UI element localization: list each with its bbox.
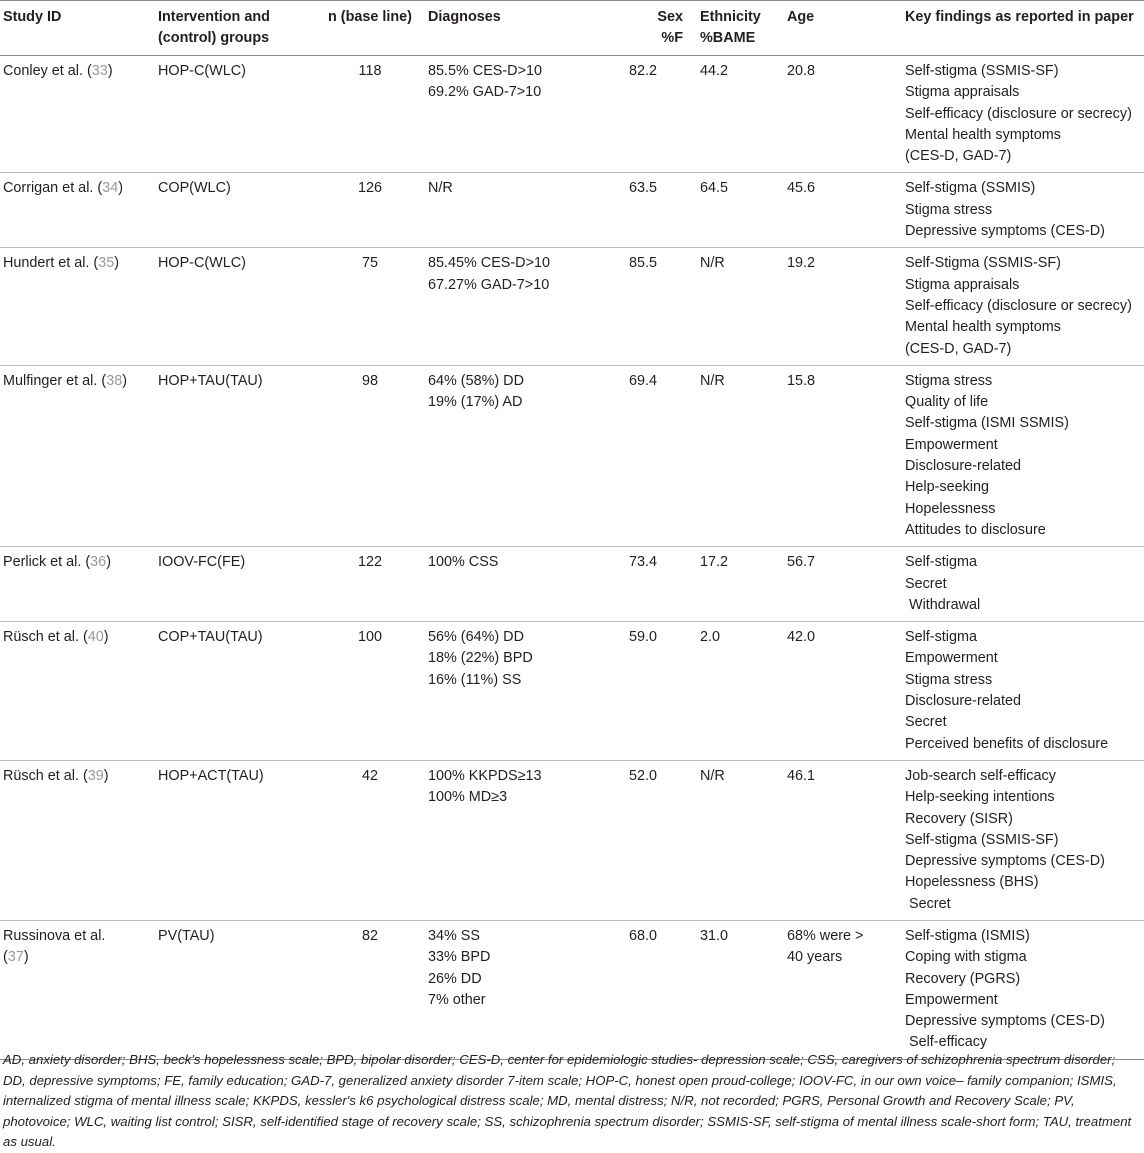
cell-sex-percent-female: 63.5 [621,173,690,248]
cell-n-baseline: 118 [312,56,428,173]
cell-study-id [0,365,155,546]
cell-diagnoses [428,622,621,761]
age-line: 15.8 [787,372,816,389]
cell-study-id [0,547,155,622]
cell-sex-percent-female: 69.4 [621,365,690,546]
diagnosis-line: 85.45% CES-D>10 [428,255,550,272]
diagnosis-line: 34% SS [428,927,480,944]
study-author: Rüsch et al. ( [3,629,88,646]
diagnosis-line: 67.27% GAD-7>10 [428,276,550,293]
cell-key-findings [905,920,1144,1059]
cell-ethnicity-bame: 31.0 [690,920,787,1059]
header-key-findings: Key findings as reported in paper [905,1,1144,56]
cell-ethnicity-bame: 44.2 [690,56,787,173]
cell-n-baseline: 82 [312,920,428,1059]
cell-n-baseline: 98 [312,365,428,546]
cell-key-findings [905,248,1144,365]
study-id-line [3,178,155,199]
cell-study-id [0,622,155,761]
cell-ethnicity-bame: 64.5 [690,173,787,248]
cell-key-findings [905,365,1144,546]
header-sex [621,1,690,56]
diagnosis-line: 33% BPD [428,949,491,966]
cell-n-baseline: 75 [312,248,428,365]
diagnosis-line: 16% (11%) SS [428,671,522,688]
table-row [0,920,1144,1059]
cell-ethnicity-bame: N/R [690,248,787,365]
table-row [0,622,1144,761]
key-finding-line: Stigma appraisals [905,84,1020,101]
key-finding-line: Mental health symptoms [905,126,1061,143]
age-line: 46.1 [787,767,816,784]
cell-age [787,173,905,248]
key-finding-line: Help-seeking intentions [905,789,1055,806]
study-suffix: ) [122,372,127,389]
key-finding-line: Empowerment [905,650,998,667]
age-line: 45.6 [787,180,816,197]
key-finding-line: Empowerment [905,436,998,453]
cell-intervention: IOOV-FC(FE) [155,547,312,622]
diagnosis-line: 100% KKPDS≥13 [428,767,542,784]
study-id-line: Russinova et al. [3,927,106,944]
study-id-line [3,766,155,787]
key-finding-line: Self-stigma [905,554,977,571]
key-finding-line: Stigma stress [905,671,993,688]
diagnosis-line: N/R [428,180,453,197]
cell-study-id [0,56,155,173]
diagnosis-line: 19% (17%) AD [428,394,523,411]
cell-n-baseline: 126 [312,173,428,248]
key-finding-line: Hopelessness (BHS) [905,874,1039,891]
study-suffix: ) [103,767,109,784]
key-finding-line: Depressive symptoms (CES-D) [905,1013,1105,1030]
diagnosis-line: 100% MD≥3 [428,789,508,806]
header-row [0,1,1144,56]
cell-n-baseline: 122 [312,547,428,622]
cell-key-findings [905,173,1144,248]
header-sex-line: %F [661,30,683,47]
header-ethnicity-line: Ethnicity [700,9,761,25]
study-id-line [3,371,155,392]
diagnosis-line: 85.5% CES-D>10 [428,63,542,79]
cell-sex-percent-female: 82.2 [621,56,690,173]
study-author: Perlick et al. ( [3,554,91,571]
cell-diagnoses [428,760,621,920]
table-row [0,365,1144,546]
cell-age [787,248,905,365]
key-finding-line: Disclosure-related [905,458,1021,475]
key-finding-line: Depressive symptoms (CES-D) [905,853,1105,870]
age-line: 40 years [787,949,843,966]
key-finding-line: Withdrawal [905,596,981,613]
table-header [0,1,1144,56]
cell-age [787,920,905,1059]
table-row [0,547,1144,622]
table-row [0,56,1144,173]
study-author: ( [3,949,8,966]
study-author: Hundert et al. ( [3,255,99,272]
cell-age [787,547,905,622]
header-age: Age [787,1,905,56]
cell-diagnoses [428,365,621,546]
reference-link: 36 [90,554,107,571]
study-suffix: ) [23,949,29,966]
key-finding-line: (CES-D, GAD-7) [905,340,1012,357]
cell-age [787,56,905,173]
cell-intervention: HOP-C(WLC) [155,248,312,365]
key-finding-line: Self-stigma (ISMIS) [905,927,1030,944]
key-finding-line: Hopelessness [905,500,996,517]
reference-link: 39 [87,767,104,784]
cell-intervention: HOP+ACT(TAU) [155,760,312,920]
cell-study-id [0,248,155,365]
study-author: Conley et al. ( [3,63,92,79]
key-finding-line: Stigma stress [905,372,993,389]
study-suffix: ) [114,255,119,272]
cell-intervention: COP+TAU(TAU) [155,622,312,761]
key-finding-line: Empowerment [905,991,998,1008]
cell-diagnoses [428,547,621,622]
cell-n-baseline: 100 [312,622,428,761]
key-finding-line: Attitudes to disclosure [905,521,1046,538]
key-finding-line: Mental health symptoms [905,319,1061,336]
cell-sex-percent-female: 68.0 [621,920,690,1059]
key-finding-line: Self-efficacy [905,1034,988,1051]
age-line: 20.8 [787,63,816,79]
key-finding-line: Self-stigma [905,629,977,646]
cell-key-findings [905,547,1144,622]
study-author: Corrigan et al. ( [3,180,103,197]
cell-study-id [0,760,155,920]
study-suffix: ) [106,554,111,571]
cell-ethnicity-bame: 2.0 [690,622,787,761]
study-author: Mulfinger et al. ( [3,372,107,389]
cell-diagnoses [428,248,621,365]
key-finding-line: Self-stigma (ISMI SSMIS) [905,415,1069,432]
cell-sex-percent-female: 73.4 [621,547,690,622]
table-row [0,248,1144,365]
cell-ethnicity-bame: N/R [690,760,787,920]
cell-sex-percent-female: 52.0 [621,760,690,920]
key-finding-line: Help-seeking [905,479,989,496]
diagnosis-line: 18% (22%) BPD [428,650,533,667]
key-finding-line: Self-Stigma (SSMIS-SF) [905,255,1061,272]
study-suffix: ) [118,180,123,197]
key-finding-line: Recovery (PGRS) [905,970,1021,987]
header-diagnoses: Diagnoses [428,1,621,56]
key-finding-line: Secret [905,575,947,592]
cell-diagnoses [428,920,621,1059]
header-n: n (base line) [312,1,428,56]
cell-intervention: HOP+TAU(TAU) [155,365,312,546]
reference-link: 34 [102,180,119,197]
diagnosis-line: 7% other [428,991,486,1008]
header-ethnicity-line: %BAME [700,30,756,47]
key-finding-line: Secret [905,714,947,731]
diagnosis-line: 26% DD [428,970,482,987]
cell-sex-percent-female: 59.0 [621,622,690,761]
header-intervention-line: Intervention and [158,9,270,25]
cell-intervention: COP(WLC) [155,173,312,248]
diagnosis-line: 56% (64%) DD [428,629,524,646]
key-finding-line: Perceived benefits of disclosure [905,735,1109,752]
header-intervention-line: (control) groups [158,30,270,47]
key-finding-line: Stigma appraisals [905,276,1020,293]
cell-key-findings [905,760,1144,920]
study-suffix: ) [107,63,113,79]
key-finding-line: Self-stigma (SSMIS-SF) [905,831,1059,848]
cell-sex-percent-female: 85.5 [621,248,690,365]
key-finding-line: (CES-D, GAD-7) [905,148,1012,165]
key-finding-line: Secret [905,895,951,912]
table-footnote: AD, anxiety disorder; BHS, beck's hopelessness scale; BPD, bipolar disorder; CES-D, center for epidemiologic studies- depression scale; CSS, caregivers of schizophrenia spectrum disorder; DD, depressive symptoms; FE, family education; GAD-7, generalized anxiety disorder 7-item scale; HOP-C, honest open proud-college; IOOV-FC, in our own voice– family companion; ISMIS, internalized stigma of mental illness scale; KKPDS, kessler's k6 psychological distress scale; MD, mental distress; N/R, not recorded; PGRS, Personal Growth and Recovery Scale; PV, photovoice; WLC, waiting list control; SISR, self-identified stage of recovery scale; SS, schizophrenia spectrum disorder; SSMIS-SF, self-stigma of mental illness scale-short form; TAU, treatment as usual. [3,1052,1132,1150]
key-finding-line: Disclosure-related [905,693,1021,710]
header-intervention [155,1,312,56]
cell-study-id [0,920,155,1059]
age-line: 68% were > [787,927,864,944]
cell-ethnicity-bame: N/R [690,365,787,546]
age-line: 19.2 [787,255,816,272]
reference-link: 38 [106,372,123,389]
key-finding-line: Quality of life [905,394,989,411]
reference-link: 37 [7,949,24,966]
cell-study-id [0,173,155,248]
header-sex-line: Sex [657,9,683,25]
age-line: 42.0 [787,629,816,646]
diagnosis-line: 64% (58%) DD [428,372,524,389]
cell-ethnicity-bame: 17.2 [690,547,787,622]
table-row [0,173,1144,248]
cell-diagnoses [428,56,621,173]
key-finding-line: Job-search self-efficacy [905,767,1056,784]
diagnosis-line: 100% CSS [428,554,499,571]
key-finding-line: Coping with stigma [905,949,1027,966]
cell-intervention: HOP-C(WLC) [155,56,312,173]
study-id-line [3,947,155,968]
key-finding-line: Stigma stress [905,201,993,218]
cell-age [787,622,905,761]
study-id-line [3,61,155,82]
diagnosis-line: 69.2% GAD-7>10 [428,84,542,101]
key-finding-line: Self-stigma (SSMIS-SF) [905,63,1059,79]
study-id-line [3,253,155,274]
key-finding-line: Self-efficacy (disclosure or secrecy) [905,105,1132,122]
age-line: 56.7 [787,554,816,571]
cell-key-findings [905,622,1144,761]
header-study-id: Study ID [0,1,155,56]
study-suffix: ) [103,629,109,646]
key-finding-line: Depressive symptoms (CES-D) [905,223,1105,240]
table-body [0,56,1144,1060]
header-ethnicity [690,1,787,56]
table-row [0,760,1144,920]
cell-intervention: PV(TAU) [155,920,312,1059]
key-finding-line: Self-stigma (SSMIS) [905,180,1036,197]
cell-key-findings [905,56,1144,173]
cell-diagnoses [428,173,621,248]
cell-age [787,760,905,920]
reference-link: 33 [91,63,108,79]
cell-age [787,365,905,546]
key-finding-line: Recovery (SISR) [905,810,1013,827]
cell-n-baseline: 42 [312,760,428,920]
key-finding-line: Self-efficacy (disclosure or secrecy) [905,297,1132,314]
study-id-line [3,627,155,648]
study-id-line [3,552,155,573]
study-author: Rüsch et al. ( [3,767,88,784]
reference-link: 35 [98,255,115,272]
reference-link: 40 [87,629,104,646]
